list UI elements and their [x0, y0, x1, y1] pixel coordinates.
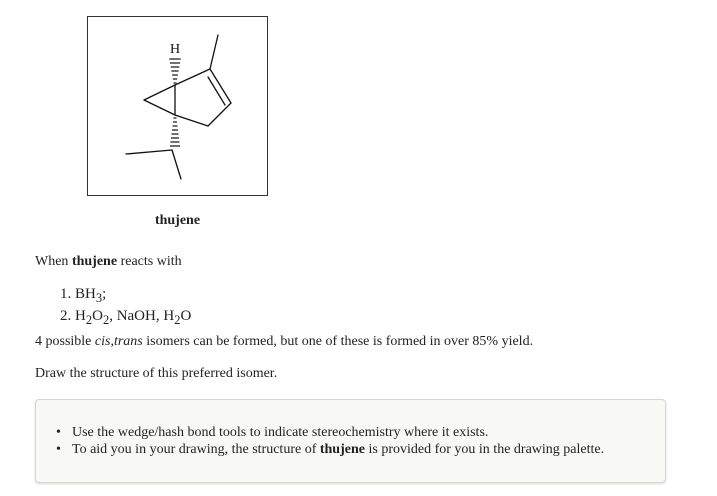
hint-list — [56, 424, 605, 458]
ring-bond-c3-c4 — [208, 103, 231, 126]
ring-double-bond-inner — [208, 77, 225, 105]
task-instruction: Draw the structure of this preferred isomer. — [35, 366, 278, 381]
reagent-step-1-formula: $BH_3$; — [75, 286, 107, 305]
hash-bond-to-isopropyl — [170, 118, 180, 146]
statement-post: isomers can be formed, but one of these is formed in over 85% yield. — [142, 334, 534, 349]
intro-pre: When — [35, 254, 72, 269]
isopropyl-methyl-left — [126, 150, 172, 154]
ring-bond-c4-c5 — [175, 115, 208, 126]
statement-italic: cis,trans — [94, 334, 143, 349]
intro-post: reacts with — [117, 254, 182, 269]
structure-caption: thujene — [154, 213, 201, 228]
hydrogen-atom-label: H — [169, 42, 181, 57]
reagent-list — [60, 285, 191, 329]
reagent-step-2-formula: $H_2O_2$, NaOH, $H_2O$ — [75, 308, 192, 327]
hint-item-2-post: is provided for you in the drawing palette. — [364, 442, 605, 457]
bullet-icon: • — [56, 442, 61, 457]
ring-bond-c1-c2 — [175, 69, 210, 85]
thujene-structure-drawing — [88, 17, 269, 197]
intro-sentence — [35, 254, 182, 270]
reagent-step-2 — [60, 307, 191, 329]
cyclopropane-bond-top — [144, 85, 175, 100]
isopropyl-methyl-right — [172, 150, 181, 179]
isomer-statement — [35, 334, 533, 350]
hint-item-2-pre: To aid you in your drawing, the structure of — [72, 442, 320, 457]
methyl-bond — [210, 35, 218, 69]
hash-bond-to-h — [169, 59, 180, 83]
hint-box — [35, 399, 666, 483]
structure-image — [87, 16, 268, 196]
reagent-step-1-number: 1. — [60, 286, 75, 302]
bullet-icon: • — [56, 425, 61, 440]
reagent-step-1 — [60, 285, 191, 307]
cyclopropane-bond-bottom — [144, 100, 175, 115]
reagent-step-2-number: 2. — [60, 308, 75, 324]
hint-item-1-text: Use the wedge/hash bond tools to indicate stereochemistry where it exists. — [72, 425, 489, 440]
intro-compound-name: thujene — [71, 254, 118, 269]
hint-item-palette — [56, 441, 605, 458]
hint-item-2-compound: thujene — [319, 442, 365, 457]
statement-pre: 4 possible — [35, 334, 95, 349]
hint-item-wedge-hash — [56, 424, 604, 441]
